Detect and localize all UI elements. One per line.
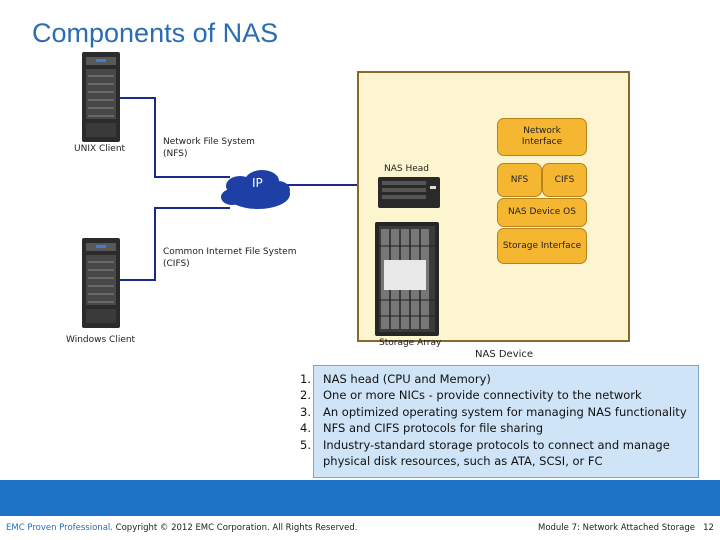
cifs-protocol-caption: [163, 246, 296, 270]
windows-client-label: Windows Client: [66, 335, 136, 345]
component-number: 1.: [300, 372, 311, 386]
component-number: [300, 453, 323, 469]
component-text: NFS and CIFS protocols for file sharing: [323, 421, 544, 436]
component-text: NAS head (CPU and Memory): [323, 372, 491, 386]
footer-module-text: Module 7: Network Attached Storage: [538, 523, 695, 533]
footer-page-number: 12: [703, 523, 714, 533]
components-list-box: [300, 365, 699, 478]
unix-client-label: UNIX Client: [74, 144, 126, 154]
network-interface-line2: Interface: [521, 137, 563, 147]
slide-title: Components of NAS: [32, 18, 279, 48]
nfs-caption-line2: (NFS): [163, 149, 188, 159]
nfs-caption-line1: Network File System: [163, 137, 255, 147]
nas-head-label: NAS Head: [384, 164, 429, 174]
component-text: An optimized operating system for managing NAS functionality: [323, 404, 687, 419]
footer-brand: EMC Proven Professional.: [6, 523, 113, 533]
ip-label: IP: [252, 176, 263, 190]
network-interface-line1: Network: [523, 126, 561, 136]
cifs-caption-line2: (CIFS): [163, 259, 190, 269]
components-list: [300, 371, 687, 469]
component-item: [300, 371, 687, 387]
component-item: [300, 453, 687, 469]
network-interface-box: [497, 118, 587, 156]
component-number: 4.: [300, 421, 311, 436]
nas-device-os-label: NAS Device OS: [508, 207, 576, 217]
component-text: Industry-standard storage protocols to connect and manage: [323, 437, 670, 452]
nfs-protocol-label: NFS: [510, 174, 529, 185]
footer-bar: [0, 480, 720, 516]
footer-copyright: [6, 523, 357, 533]
component-item: [300, 437, 687, 453]
footer-module: [538, 523, 714, 533]
nas-device-label: NAS Device: [475, 349, 534, 360]
storage-interface-box: [497, 228, 587, 264]
cifs-caption-line1: Common Internet File System: [163, 247, 297, 257]
component-number: 5.: [300, 437, 311, 452]
storage-array-label: Storage Array: [379, 338, 442, 348]
component-number: 2.: [300, 388, 311, 403]
nas-head-icon: [378, 177, 440, 208]
nfs-protocol-box: [497, 163, 542, 197]
cifs-protocol-box: [542, 163, 587, 197]
nas-device-os-box: [497, 198, 587, 227]
component-text: One or more NICs - provide connectivity to the network: [323, 388, 642, 403]
component-item: [300, 404, 687, 420]
nfs-protocol-caption: [163, 136, 255, 160]
footer-copyright-text: Copyright © 2012 EMC Corporation. All Rights Reserved.: [112, 523, 358, 533]
storage-interface-label: Storage Interface: [502, 240, 582, 251]
storage-array-icon: [375, 222, 439, 336]
cifs-protocol-label: CIFS: [554, 174, 575, 185]
component-text: physical disk resources, such as ATA, SCSI, or FC: [323, 454, 603, 469]
component-item: [300, 387, 687, 403]
component-item: [300, 420, 687, 436]
component-number: 3.: [300, 404, 311, 419]
